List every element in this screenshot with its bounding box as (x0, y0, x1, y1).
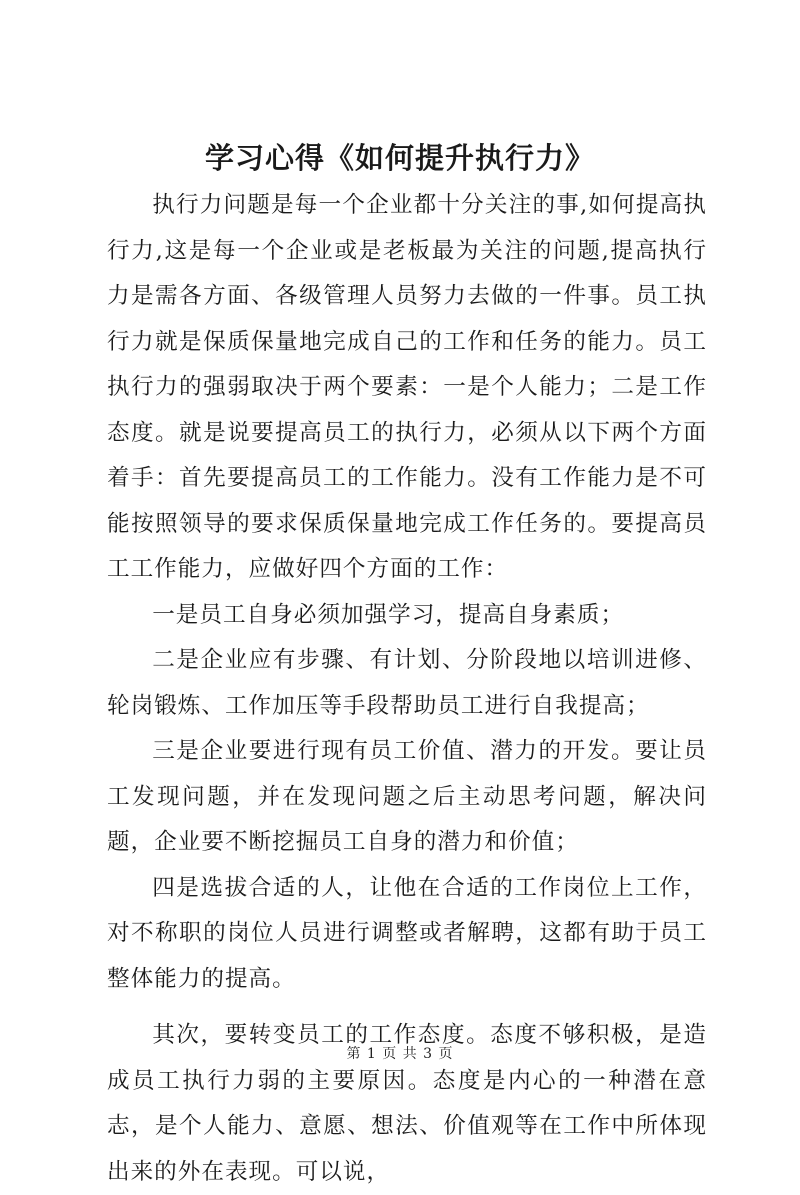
paragraph-point-two: 二是企业应有步骤、有计划、分阶段地以培训进修、轮岗锻炼、工作加压等手段帮助员工进行自我提高； (107, 647, 707, 719)
paragraph-attitude: 其次，要转变员工的工作态度。态度不够积极，是造成员工执行力弱的主要原因。态度是内心的一种潜在意志，是个人能力、意愿、想法、价值观等在工作中所体现出来的外在表现。可以说， (107, 1022, 707, 1185)
paragraph-point-four: 四是选拔合适的人，让他在合适的工作岗位上工作，对不称职的岗位人员进行调整或者解聘，这都有助于员工整体能力的提高。 (107, 874, 707, 992)
document-title: 学习心得《如何提升执行力》 (204, 141, 595, 175)
page-number-footer: 第 1 页 共 3 页 (346, 1046, 454, 1062)
paragraph-intro: 执行力问题是每一个企业都十分关注的事,如何提高执行力,这是每一个企业或是老板最为关注的问题,提高执行力是需各方面、各级管理人员努力去做的一件事。员工执行力就是保质保量地完成自己的工作和任务的能力。员工执行力的强弱取决于两个要素：一是个人能力；二是工作态度。就是说要提高员工的执行力，必须从以下两个方面着手：首先要提高员工的工作能力。没有工作能力是不可能按照领导的要求保质保量地完成工作任务的。要提高员工工作能力，应做好四个方面的工作： (107, 192, 707, 582)
paragraph-point-three: 三是企业要进行现有员工价值、潜力的开发。要让员工发现问题，并在发现问题之后主动思考问题，解决问题，企业要不断挖掘员工自身的潜力和价值； (107, 738, 707, 855)
paragraph-point-one: 一是员工自身必须加强学习，提高自身素质； (152, 601, 625, 628)
